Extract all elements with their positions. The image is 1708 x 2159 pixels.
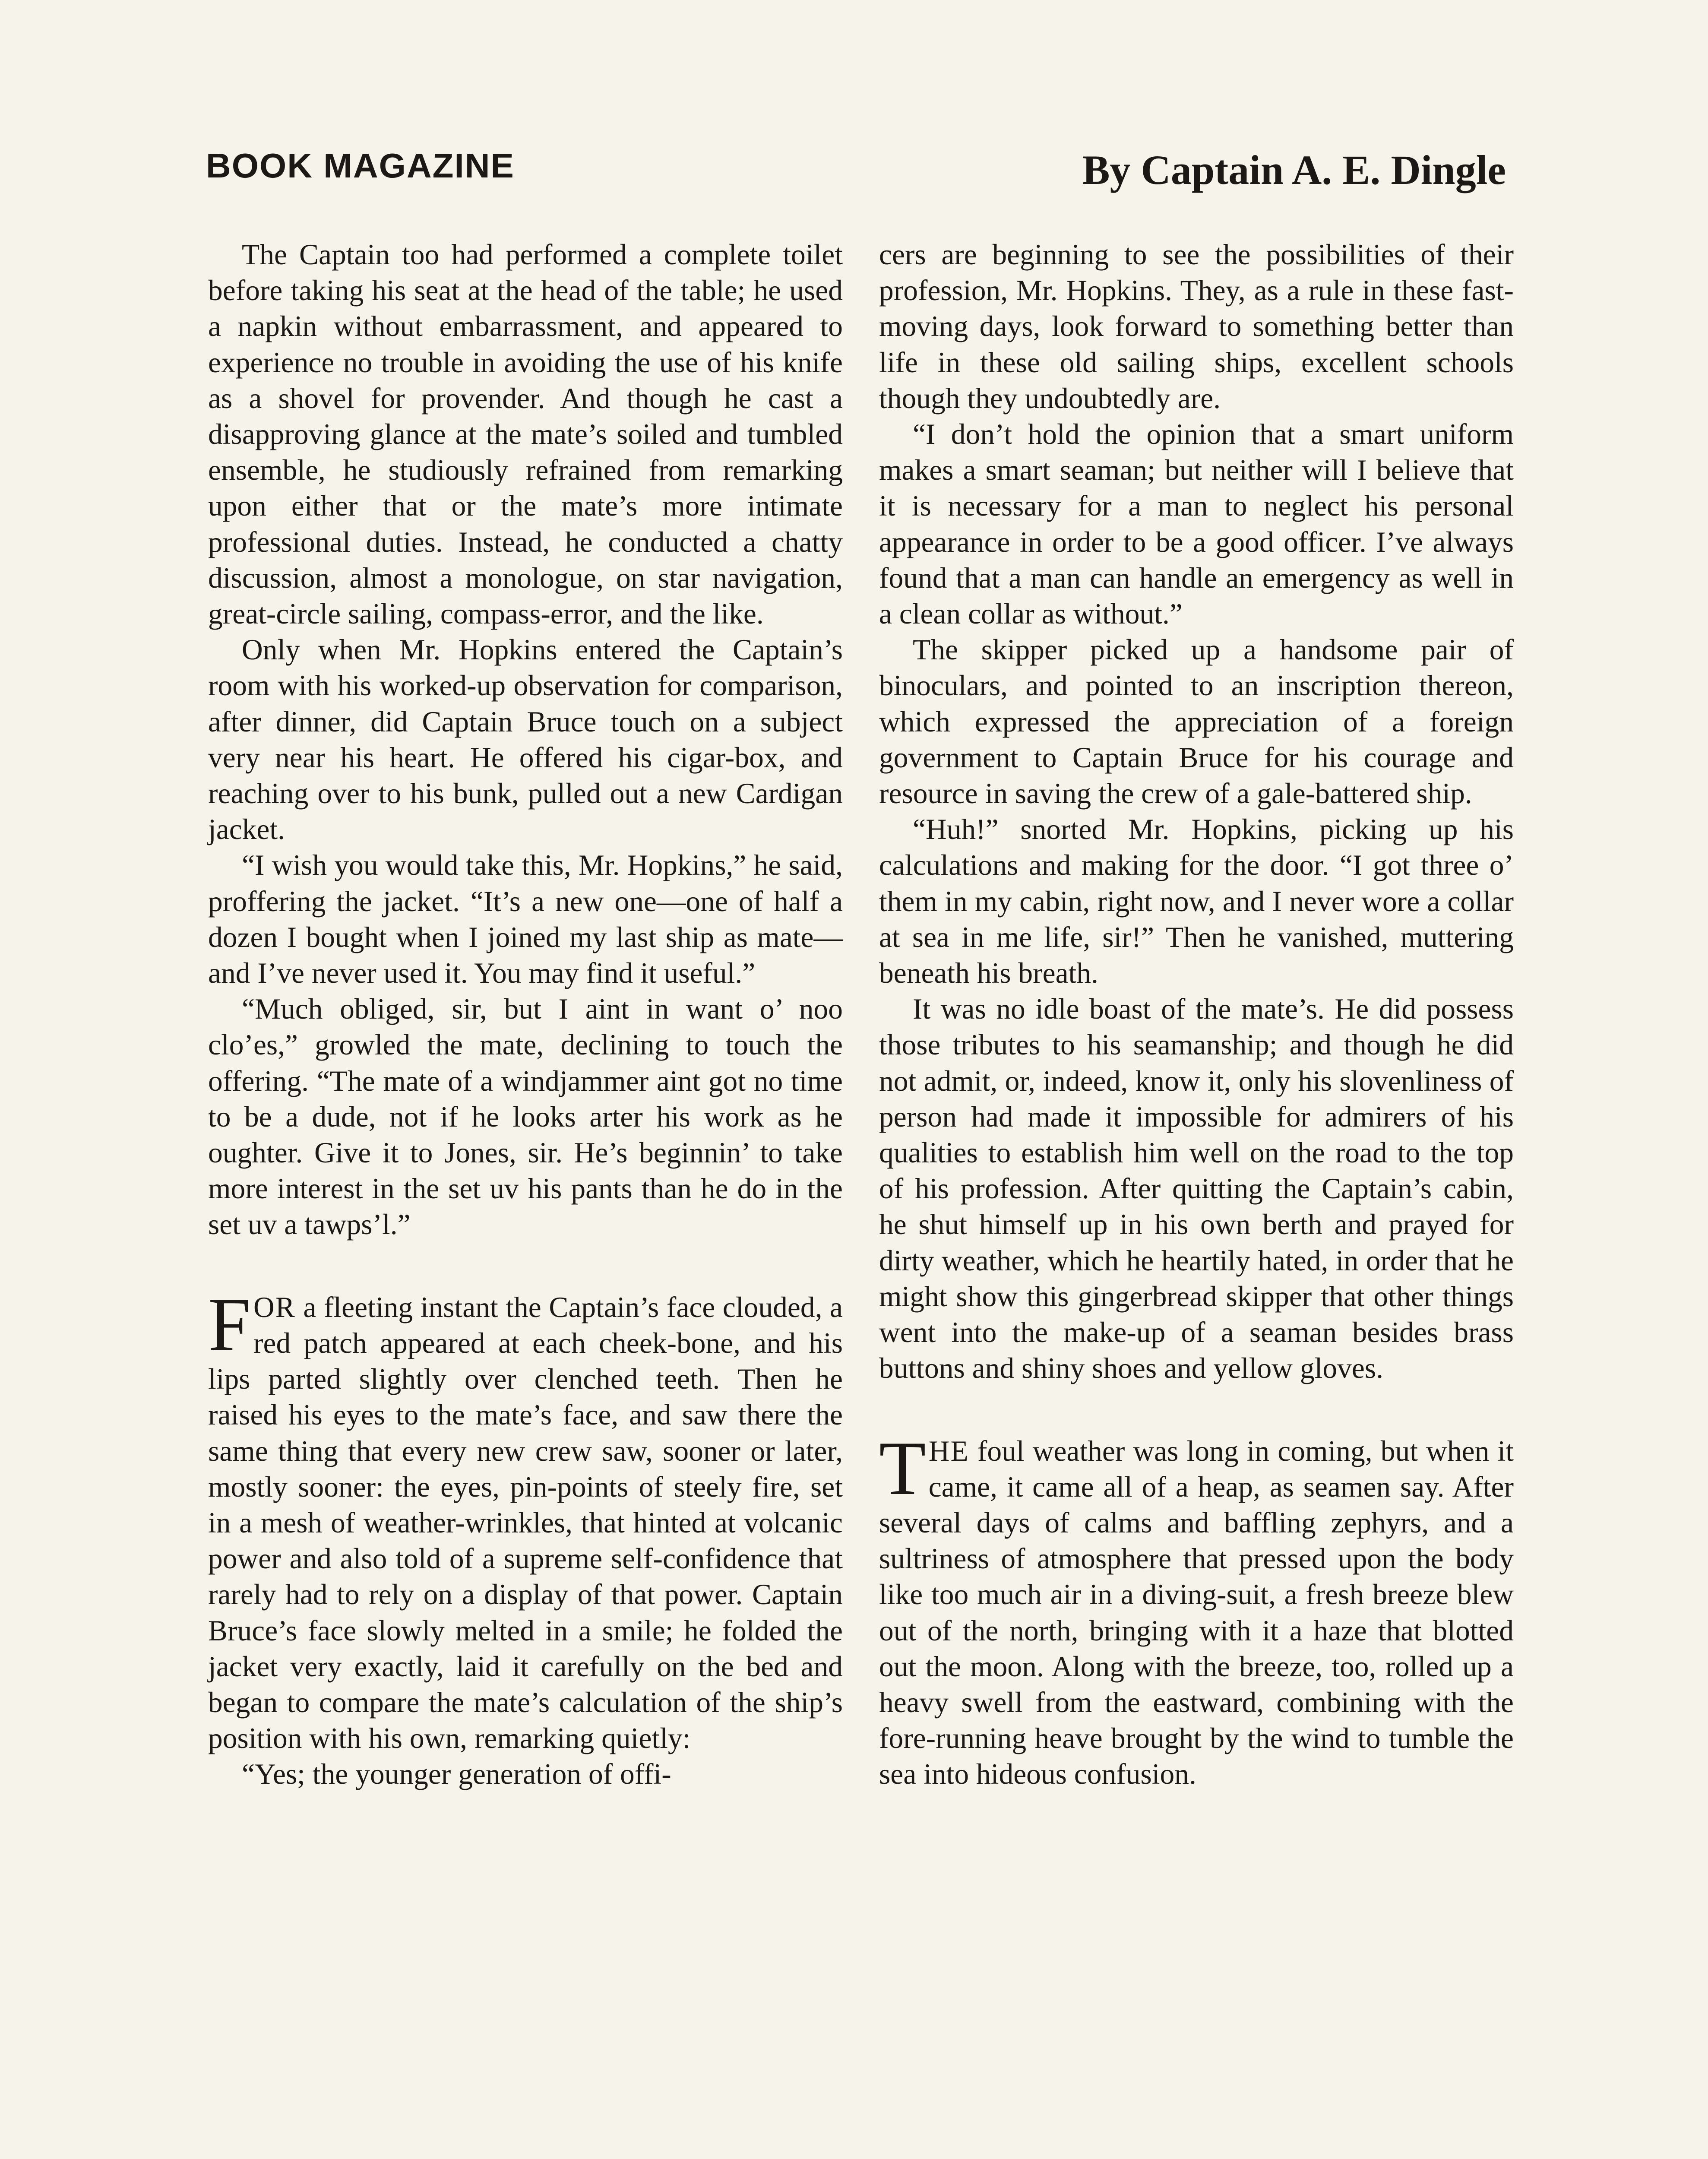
paragraph: “I wish you would take this, Mr. Hopkins,” he said, proffering the jacket. “It’s a new one—one of half a dozen I bought when I joined my last ship as mate—and I’ve never used it. You may find it useful.” <box>208 849 843 990</box>
paragraph: “Huh!” snorted Mr. Hopkins, picking up his calculations and making for the door. “I got three o’ them in my cabin, right now, and I never wore a collar at sea in me life, sir!” Then he vanished, muttering beneath his breath. <box>879 813 1514 990</box>
paragraph: “Much obliged, sir, but I aint in want o’ noo clo’es,” growled the mate, declining to touch the offering. “The mate of a windjammer aint got no time to be a dude, not if he looks arter his work as he oughter. Give it to Jones, sir. He’s beginnin’ to take more interest in the set uv his pants than he do in the set uv a tawps’l.” <box>208 993 843 1241</box>
paragraph: The skipper picked up a handsome pair of binoculars, and pointed to an inscription thereon, which expressed the appreciation of a foreign government to Captain Bruce for his courage and resource in saving the crew of a gale-battered ship. <box>879 633 1514 810</box>
paragraph-continued: cers are beginning to see the possibilities of their profession, Mr. Hopkins. They, as a rule in these fast-moving days, look forward to something better than life in these old sailing ships, excellent schools though they undoubtedly are. <box>879 238 1514 415</box>
drop-cap-continuation: HE <box>928 1434 969 1467</box>
paragraph-text: a fleeting instant the Captain’s face clouded, a red patch appeared at each cheek-bone, and his lips parted slightly over clenched teeth. Then he raised his eyes to the mate’s face, and saw there the same thing that every new crew saw, sooner or later, mostly sooner: the eyes, pin-points of steely fire, set in a mesh of weather-wrinkles, that hinted at volcanic power and also told of a supreme self-confidence that rarely had to rely on a display of that power. Captain Bruce’s face slowly melted in a smile; he folded the jacket very exactly, laid it carefully on the bed and began to compare the mate’s calculation of the ship’s position with his own, remarking quietly: <box>208 1291 843 1755</box>
paragraph: “I don’t hold the opinion that a smart uniform makes a smart seaman; but neither will I believe that it is necessary for a man to neglect his personal appearance in order to be a good officer. I’ve always found that a man can handle an emergency as well in a clean collar as without.” <box>879 418 1514 630</box>
paragraph-text: foul weather was long in coming, but when it came, it came all of a heap, as seamen say. After several days of calms and baffling zephyrs, and a sultriness of atmosphere that pressed upon the body like too much air in a diving-suit, a fresh breeze blew out of the north, bringing with it a haze that blotted out the moon. Along with the breeze, too, rolled up a heavy swell from the eastward, combining with the fore-running heave brought by the wind to tumble the sea into hideous confusion. <box>879 1434 1514 1791</box>
paragraph: The Captain too had performed a complete toilet before taking his seat at the head of the table; he used a napkin without embarrassment, and appeared to experience no trouble in avoiding the use of his knife as a shovel for provender. And though he cast a disapproving glance at the mate’s soiled and tumbled ensemble, he studiously refrained from remarking upon either that or the mate’s more intimate professional duties. Instead, he conducted a chatty discussion, almost a monologue, on star navigation, great-circle sailing, compass-error, and the like. <box>208 238 843 630</box>
paragraph: “Yes; the younger generation of offi- <box>242 1758 671 1791</box>
drop-cap-continuation: OR <box>253 1291 296 1323</box>
text-column-right <box>879 237 1514 1792</box>
running-header-title: BOOK MAGAZINE <box>206 146 515 185</box>
text-column-left <box>208 237 843 1792</box>
drop-cap: F <box>208 1281 251 1367</box>
running-header-byline: By Captain A. E. Dingle <box>1082 147 1506 193</box>
drop-cap: T <box>879 1425 926 1511</box>
section-paragraph <box>208 1281 843 1757</box>
paragraph: Only when Mr. Hopkins entered the Captain’s room with his worked-up observation for comparison, after dinner, did Captain Bruce touch on a subject very near his heart. He offered his cigar-box, and reaching over to his bunk, pulled out a new Cardigan jacket. <box>208 633 843 846</box>
paragraph: It was no idle boast of the mate’s. He did possess those tributes to his seamanship; and though he did not admit, or, indeed, know it, only his slovenliness of person had made it impossible for admirers of his qualities to establish him well on the road to the top of his profession. After quitting the Captain’s cabin, he shut himself up in his own berth and prayed for dirty weather, which he heartily hated, in order that he might show this gingerbread skipper that other things went into the make-up of a seaman besides brass buttons and shiny shoes and yellow gloves. <box>879 993 1514 1385</box>
section-paragraph <box>879 1425 1514 1792</box>
